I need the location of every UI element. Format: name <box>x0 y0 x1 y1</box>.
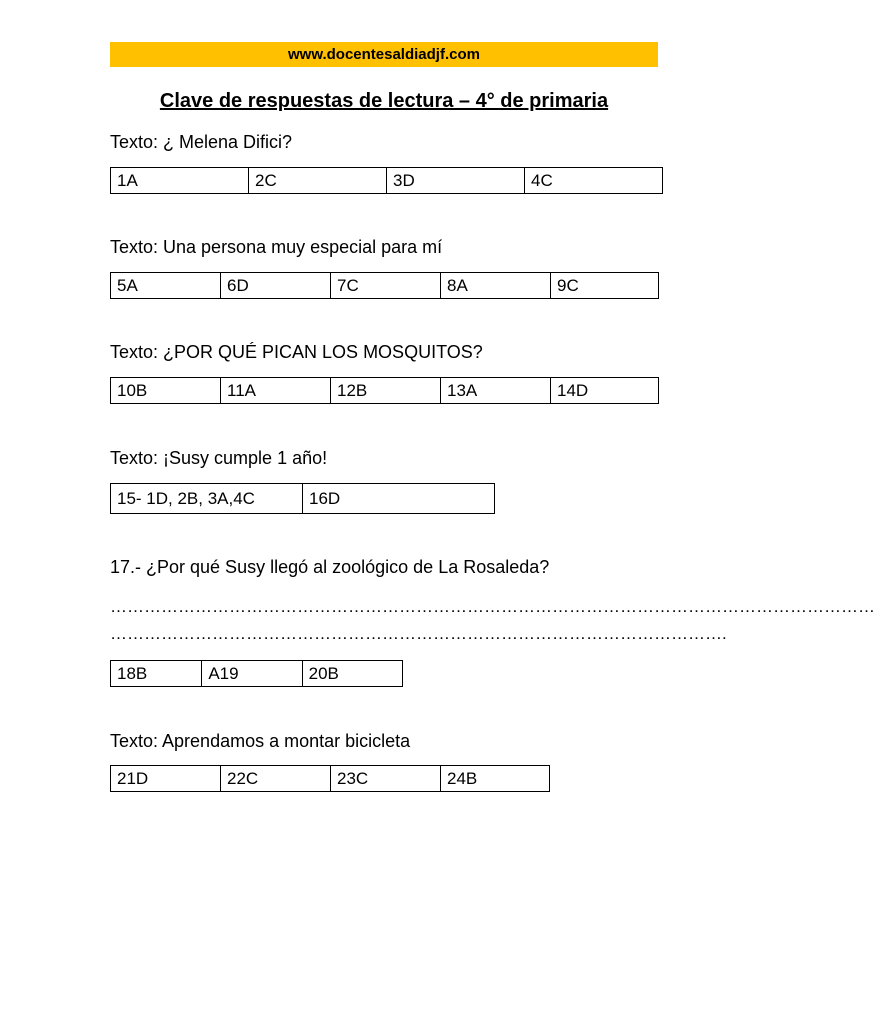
answer-cell: 8A <box>441 273 551 299</box>
page-title: Clave de respuestas de lectura – 4° de primaria <box>159 90 609 112</box>
answer-cell: 6D <box>221 273 331 299</box>
answer-cell: 3D <box>387 168 525 194</box>
answer-cell: 11A <box>221 378 331 404</box>
answer-cell: 15- 1D, 2B, 3A,4C <box>111 484 303 514</box>
answer-cell: A19 <box>202 661 302 687</box>
section-heading-susy: Texto: ¡Susy cumple 1 año! <box>110 448 328 468</box>
answer-cell: 24B <box>441 766 550 792</box>
answer-cell: 10B <box>111 378 221 404</box>
answer-cell: 23C <box>331 766 441 792</box>
answer-cell: 22C <box>221 766 331 792</box>
section-heading-bicicleta: Texto: Aprendamos a montar bicicleta <box>110 731 411 751</box>
answer-cell: 7C <box>331 273 441 299</box>
section-heading-persona: Texto: Una persona muy especial para mí <box>110 237 443 257</box>
section-heading-melena: Texto: ¿ Melena Difici? <box>110 132 293 152</box>
answer-cell: 4C <box>525 168 663 194</box>
answer-line-1: ……………………………………………………………………………………………………………………… <box>110 597 875 616</box>
answer-cell: 20B <box>302 661 402 687</box>
answer-table-extra <box>110 660 403 687</box>
answer-table-bicicleta <box>110 765 550 792</box>
section-heading-mosquitos: Texto: ¿POR QUÉ PICAN LOS MOSQUITOS? <box>110 342 483 362</box>
answer-table-mosquitos <box>110 377 659 404</box>
table-row <box>111 273 659 299</box>
question-17: 17.- ¿Por qué Susy llegó al zoológico de La Rosaleda? <box>110 557 550 577</box>
answer-cell: 21D <box>111 766 221 792</box>
answer-cell: 9C <box>551 273 659 299</box>
website-banner <box>110 42 658 67</box>
website-url: www.docentesaldiadjf.com <box>288 46 480 63</box>
answer-cell: 14D <box>551 378 659 404</box>
table-row <box>111 484 495 514</box>
answer-table-susy <box>110 483 495 514</box>
answer-cell: 12B <box>331 378 441 404</box>
answer-cell: 5A <box>111 273 221 299</box>
table-row <box>111 378 659 404</box>
answer-cell: 13A <box>441 378 551 404</box>
answer-table-melena <box>110 167 663 194</box>
table-row <box>111 766 550 792</box>
answer-cell: 16D <box>303 484 495 514</box>
answer-line-2: ………………………………………………………………………………………………. <box>110 624 727 643</box>
answer-table-persona <box>110 272 659 299</box>
answer-cell: 1A <box>111 168 249 194</box>
answer-cell: 18B <box>111 661 202 687</box>
table-row <box>111 661 403 687</box>
answer-cell: 2C <box>249 168 387 194</box>
table-row <box>111 168 663 194</box>
